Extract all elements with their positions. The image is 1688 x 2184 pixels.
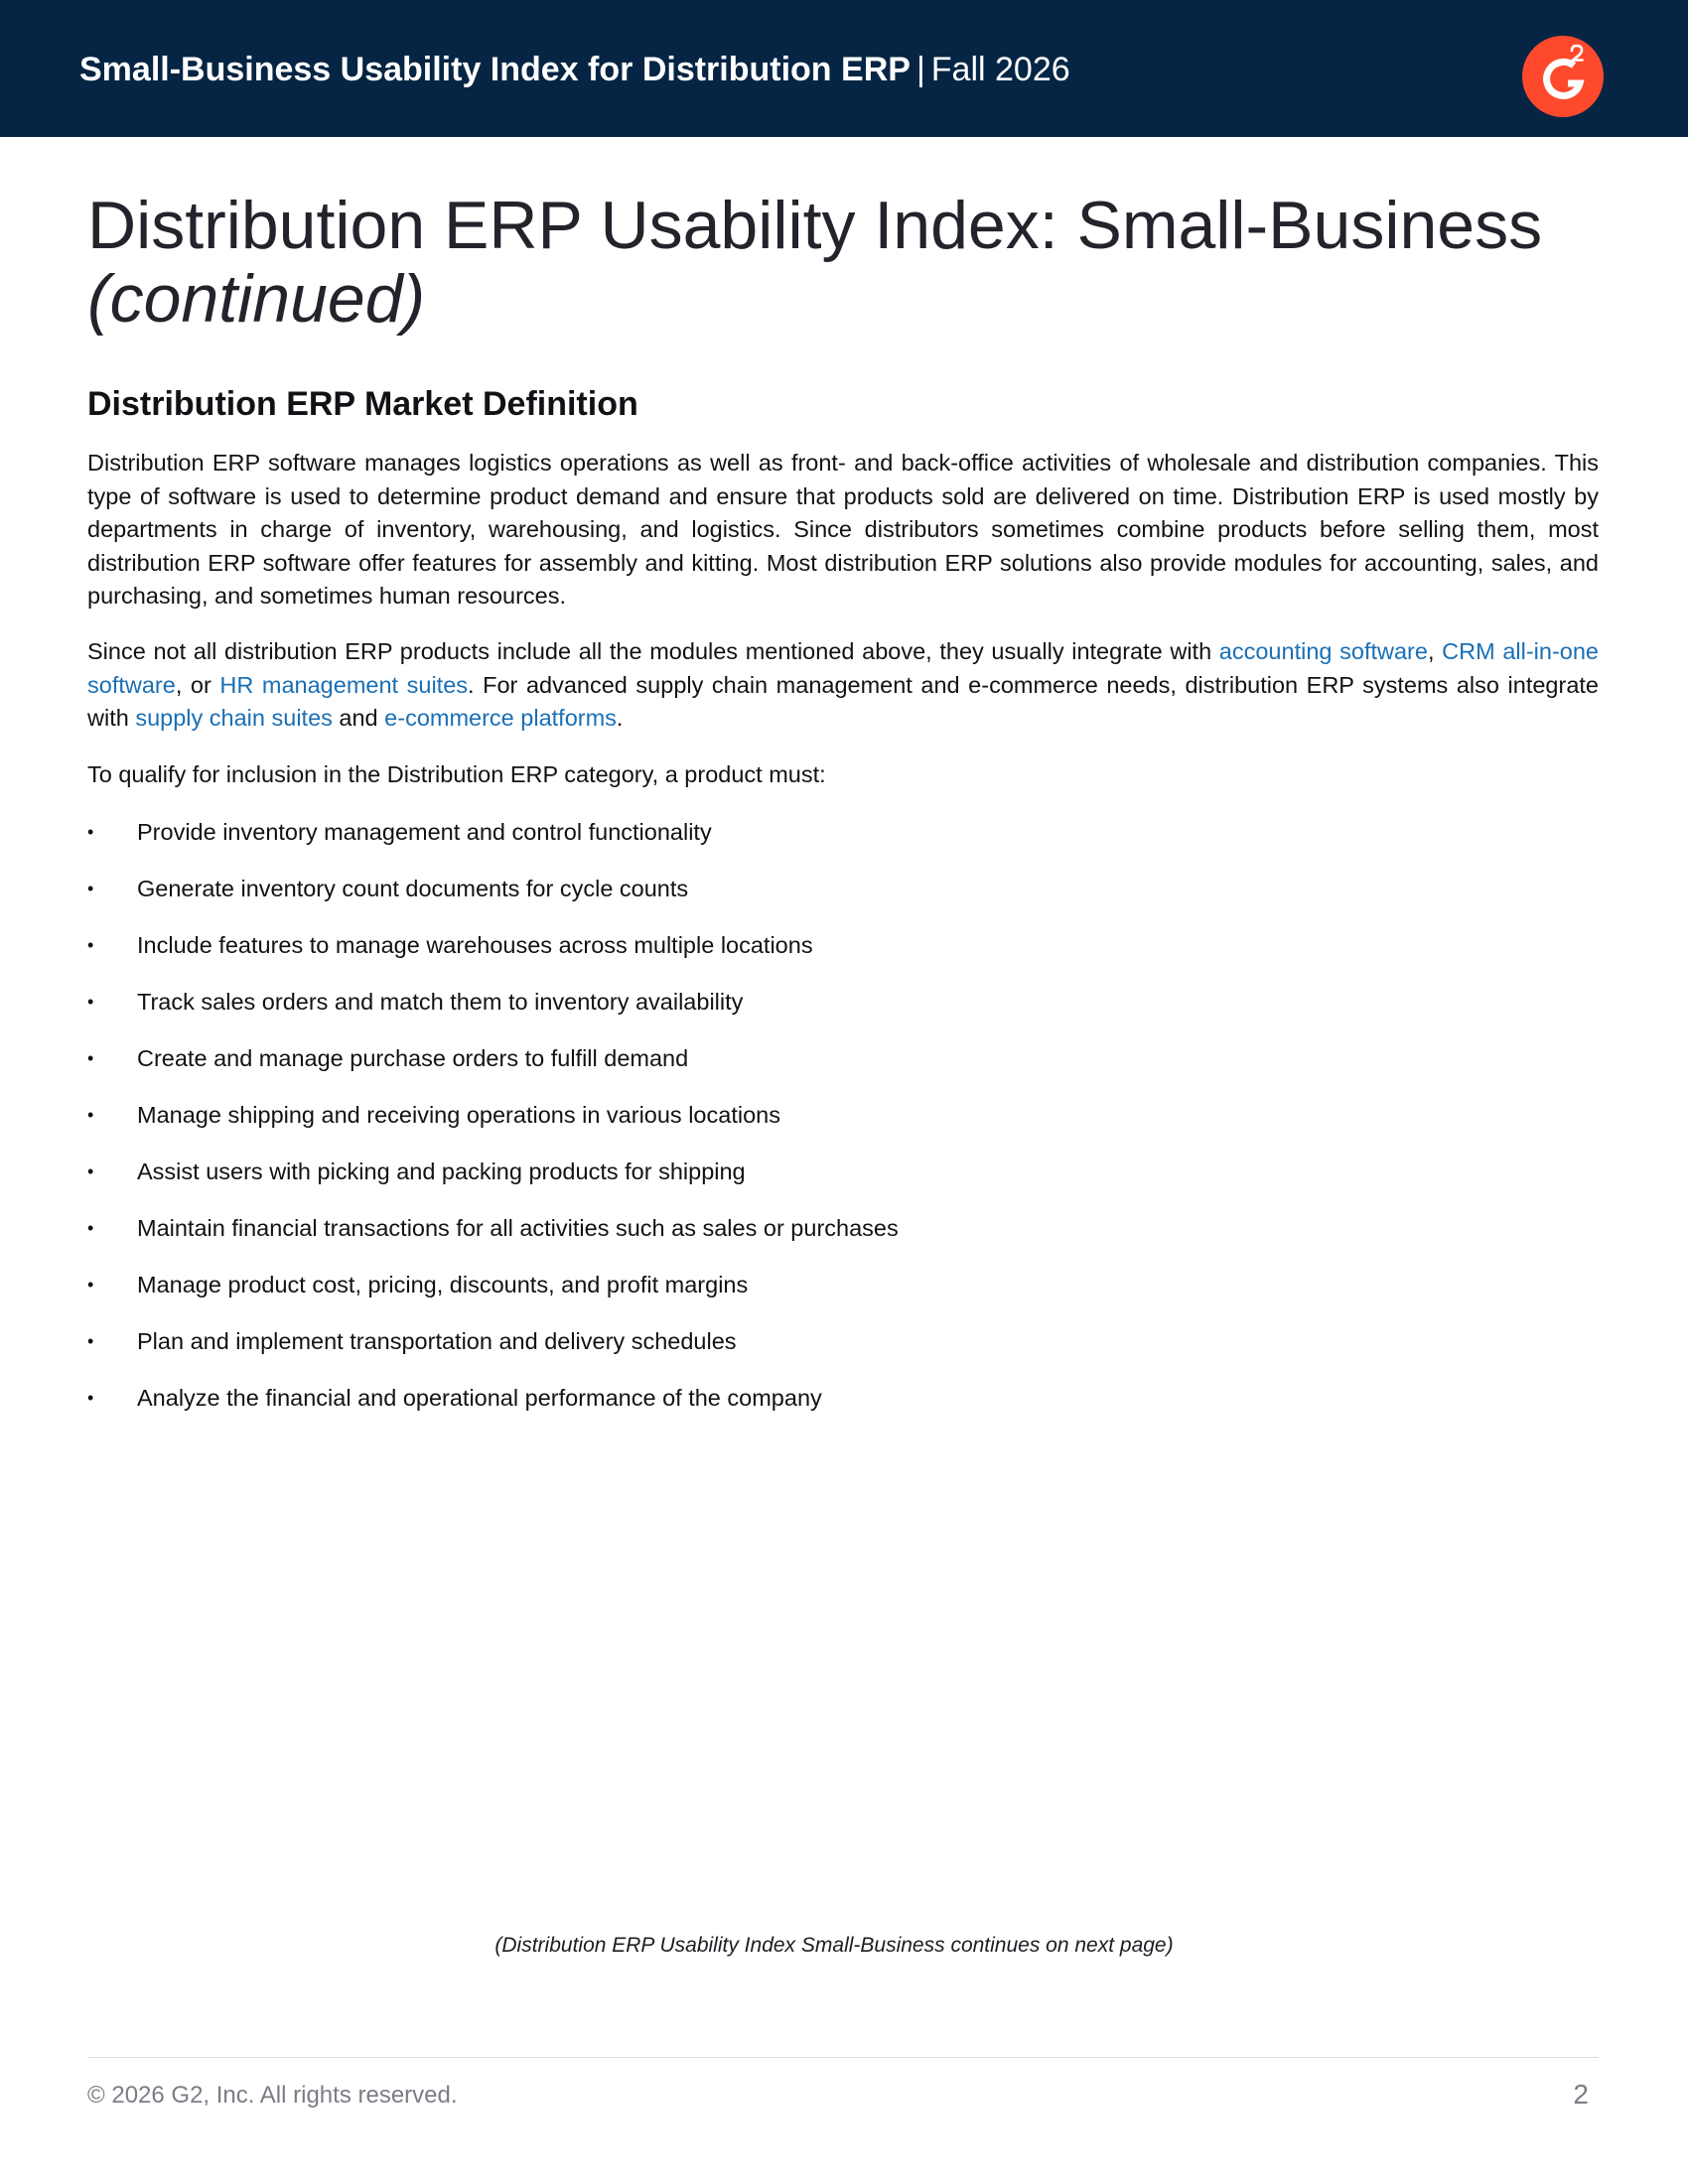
criterion-text: Generate inventory count documents for cycle counts (137, 876, 689, 901)
header-separator: | (915, 51, 925, 88)
e-commerce-platforms-link[interactable]: e-commerce platforms (384, 705, 617, 731)
crm-all-in-one-link[interactable]: CRM all-in-one software (87, 638, 1599, 698)
page-title-continued: (continued) (87, 261, 426, 337)
market-definition-paragraph: Distribution ERP software manages logistics operations as well as front- and back-office activities of wholesale and distribution companies. This type of software is used to determine product demand and ensure that products sold are delivered on time. Distribution ERP is used mostly by departments in charge of inventory, warehousing, and logistics. Since distributors sometimes combine products before selling them, most distribution ERP software offer features for assembly and kitting. Most distribution ERP solutions also provide modules for accounting, sales, and purchasing, and sometimes human resources. (87, 450, 1599, 609)
criterion-text: Manage product cost, pricing, discounts, and profit margins (137, 1272, 749, 1297)
list-item (87, 1378, 1577, 1434)
bullet-icon: • (87, 822, 94, 842)
criterion-text: Maintain financial transactions for all activities such as sales or purchases (137, 1215, 899, 1241)
list-item (87, 1152, 1577, 1208)
header-season: Fall 2026 (930, 51, 1070, 88)
page-number: 2 (1573, 2079, 1589, 2110)
bullet-icon: • (87, 1105, 94, 1125)
list-item (87, 1265, 1577, 1321)
page-title-main: Distribution ERP Usability Index: Small-Business (87, 188, 1543, 263)
criterion-text: Include features to manage warehouses across multiple locations (137, 932, 813, 958)
criterion-text: Manage shipping and receiving operations in various locations (137, 1102, 780, 1128)
criterion-text: Assist users with picking and packing products for shipping (137, 1159, 746, 1184)
integration-text-6: . (616, 705, 624, 731)
bullet-icon: • (87, 879, 94, 898)
page-header (0, 0, 1688, 137)
integration-text-5: and (332, 705, 385, 731)
bullet-icon: • (87, 1388, 94, 1408)
list-item (87, 869, 1577, 925)
bullet-icon: • (87, 1275, 94, 1295)
page-title (87, 189, 1617, 336)
list-item (87, 982, 1577, 1038)
criterion-text: Track sales orders and match them to inventory availability (137, 989, 744, 1015)
list-item (87, 1208, 1577, 1265)
integration-text-1: Since not all distribution ERP products include all the modules mentioned above, they usually integrate with (87, 638, 1219, 664)
g2-logo-icon (1522, 36, 1604, 117)
copyright-notice: © 2026 G2, Inc. All rights reserved. (87, 2082, 458, 2109)
list-item (87, 1095, 1577, 1152)
supply-chain-suites-link[interactable]: supply chain suites (135, 705, 333, 731)
criterion-text: Create and manage purchase orders to fulfill demand (137, 1045, 689, 1071)
list-item (87, 1321, 1577, 1378)
criterion-text: Analyze the financial and operational performance of the company (137, 1385, 822, 1411)
bullet-icon: • (87, 1331, 94, 1351)
list-item (87, 925, 1577, 982)
hr-management-suites-link[interactable]: HR management suites (219, 671, 469, 698)
integration-paragraph (87, 635, 1599, 736)
criterion-text: Provide inventory management and control functionality (137, 819, 712, 845)
integration-text-3: , or (175, 671, 220, 698)
header-title (79, 46, 1070, 93)
bullet-icon: • (87, 1218, 94, 1238)
list-item (87, 812, 1577, 869)
bullet-icon: • (87, 1048, 94, 1068)
criterion-text: Plan and implement transportation and delivery schedules (137, 1328, 737, 1354)
list-item (87, 1038, 1577, 1095)
qualification-criteria-list (87, 812, 1577, 1434)
bullet-icon: • (87, 935, 94, 955)
integration-text-4: . For advanced supply chain management and e-commerce needs, distribution ERP systems also integrate with (87, 671, 1599, 731)
bullet-icon: • (87, 1161, 94, 1181)
market-definition-heading: Distribution ERP Market Definition (87, 385, 638, 423)
continues-note: (Distribution ERP Usability Index Small-Business continues on next page) (494, 1934, 1174, 1957)
accounting-software-link[interactable]: accounting software (1218, 638, 1428, 664)
integration-text-2: , (1427, 638, 1443, 664)
qualification-intro: To qualify for inclusion in the Distribution ERP category, a product must: (87, 761, 826, 787)
header-report-name: Small-Business Usability Index for Distribution ERP (79, 51, 911, 88)
footer-divider (87, 2057, 1599, 2058)
bullet-icon: • (87, 992, 94, 1012)
